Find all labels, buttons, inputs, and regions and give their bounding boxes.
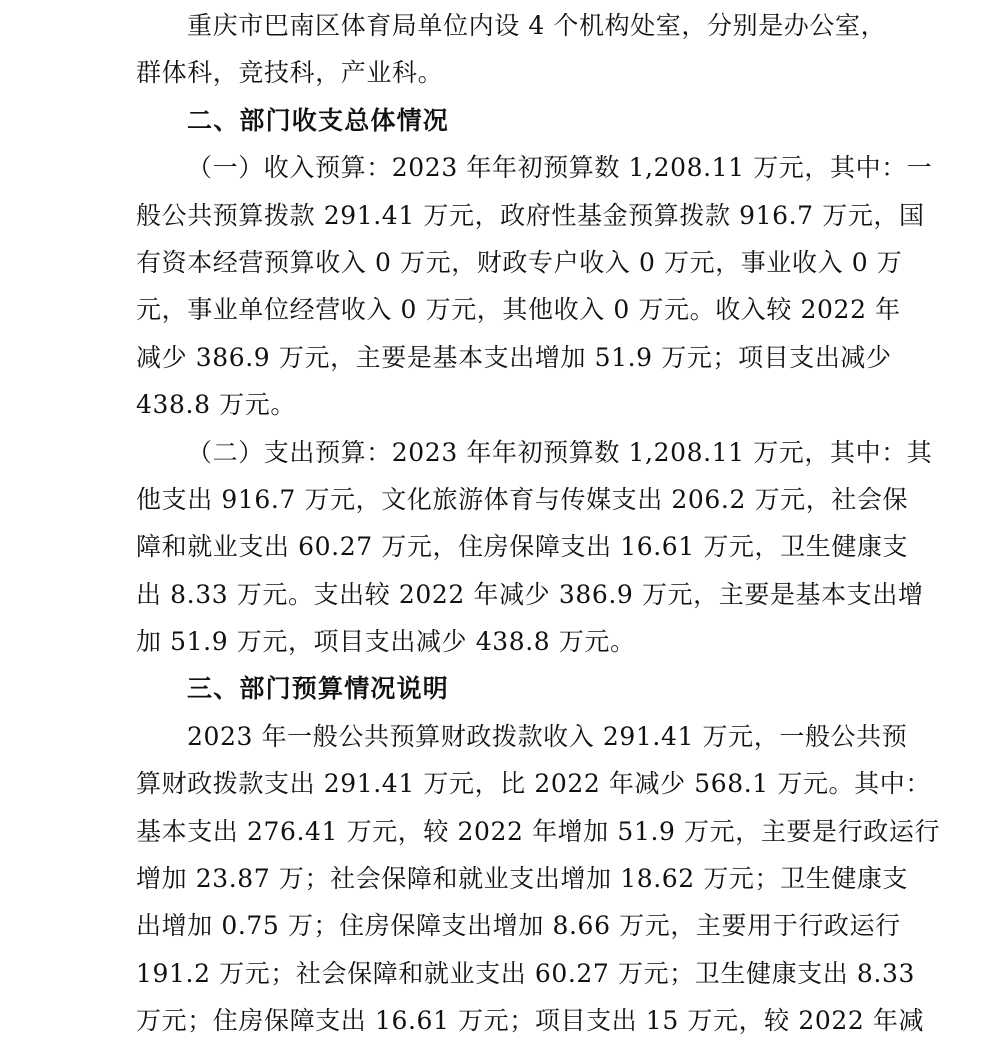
- paragraph-line: 重庆市巴南区体育局单位内设 4 个机构处室，分别是办公室，: [187, 11, 887, 40]
- paragraph-line: 438.8 万元。: [136, 390, 296, 420]
- paragraph-line: 2023 年一般公共预算财政拨款收入 291.41 万元，一般公共预: [187, 721, 908, 751]
- paragraph-line: 群体科，竞技科，产业科。: [136, 58, 444, 88]
- paragraph-line: 障和就业支出 60.27 万元，住房保障支出 16.61 万元，卫生健康支: [136, 532, 909, 562]
- paragraph-line: （二）支出预算：2023 年年初预算数 1,208.11 万元，其中：其: [187, 437, 933, 467]
- paragraph-line: （一）收入预算：2023 年年初预算数 1,208.11 万元，其中：一: [187, 153, 933, 183]
- section-heading: 二、部门收支总体情况: [187, 105, 450, 135]
- paragraph-line: 万元；住房保障支出 16.61 万元；项目支出 15 万元，较 2022 年减: [136, 1006, 925, 1036]
- paragraph-line: 增加 23.87 万；社会保障和就业支出增加 18.62 万元；卫生健康支: [136, 864, 909, 894]
- section-heading: 三、部门预算情况说明: [187, 674, 450, 704]
- paragraph-line: 191.2 万元；社会保障和就业支出 60.27 万元；卫生健康支出 8.33: [136, 958, 915, 988]
- paragraph-line: 出 8.33 万元。支出较 2022 年减少 386.9 万元，主要是基本支出增: [136, 579, 924, 609]
- paragraph-line: 有资本经营预算收入 0 万元，财政专户收入 0 万元，事业收入 0 万: [136, 247, 903, 277]
- paragraph-line: 元，事业单位经营收入 0 万元，其他收入 0 万元。收入较 2022 年: [136, 295, 901, 325]
- paragraph-line: 出增加 0.75 万；住房保障支出增加 8.66 万元，主要用于行政运行: [136, 911, 901, 941]
- paragraph-line: 般公共预算拨款 291.41 万元，政府性基金预算拨款 916.7 万元，国: [136, 200, 925, 230]
- paragraph-line: 算财政拨款支出 291.41 万元，比 2022 年减少 568.1 万元。其中：: [136, 769, 931, 799]
- paragraph-line: 他支出 916.7 万元，文化旅游体育与传媒支出 206.2 万元，社会保: [136, 484, 909, 514]
- paragraph-line: 加 51.9 万元，项目支出减少 438.8 万元。: [136, 627, 636, 657]
- paragraph-line: 减少 386.9 万元，主要是基本支出增加 51.9 万元；项目支出减少: [136, 342, 892, 372]
- paragraph-line: 基本支出 276.41 万元，较 2022 年增加 51.9 万元，主要是行政运行: [136, 816, 941, 846]
